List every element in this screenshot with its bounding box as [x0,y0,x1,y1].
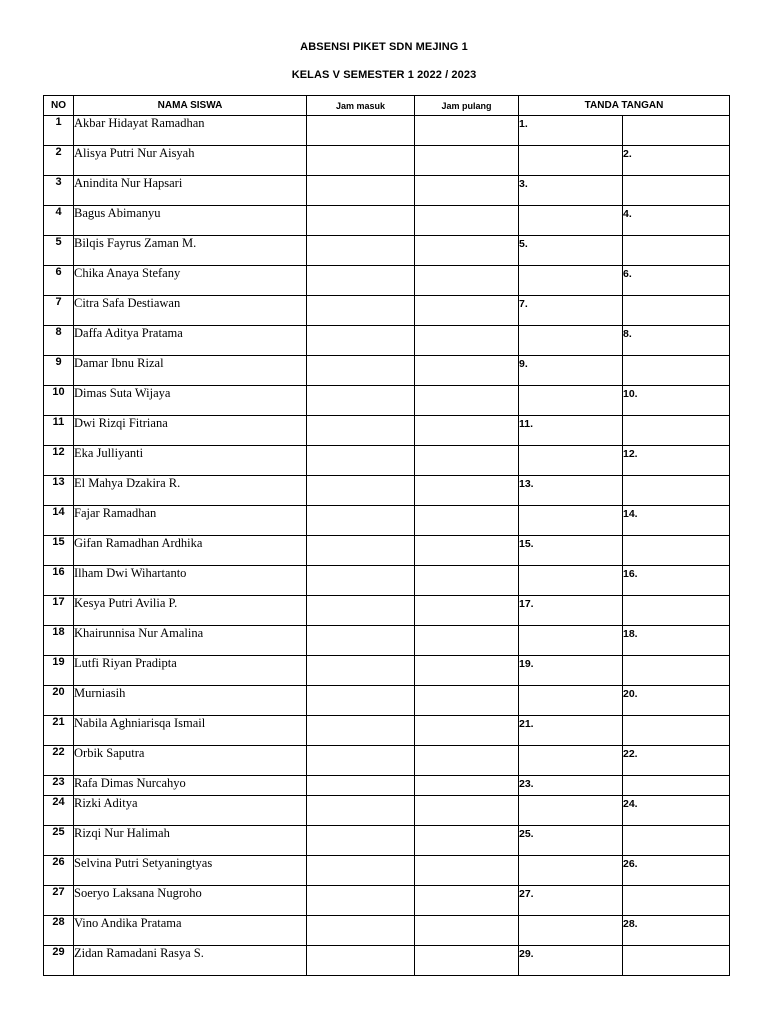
header-signature: TANDA TANGAN [519,96,730,116]
time-out-cell[interactable] [415,446,519,476]
student-name: Orbik Saputra [74,746,307,776]
signature-number: 25. [519,828,534,840]
time-out-cell[interactable] [415,296,519,326]
signature-number: 20. [623,688,638,700]
signature-left-cell[interactable] [519,176,623,206]
signature-right-cell[interactable] [623,826,730,856]
student-name: Soeryo Laksana Nugroho [74,886,307,916]
signature-number: 3. [519,178,528,190]
signature-left-cell[interactable] [519,116,623,146]
time-in-cell[interactable] [307,446,415,476]
student-name: El Mahya Dzakira R. [74,476,307,506]
table-row [44,446,730,476]
row-number: 26 [44,856,74,886]
time-in-cell[interactable] [307,416,415,446]
time-in-cell[interactable] [307,566,415,596]
attendance-table [43,95,730,976]
table-row [44,886,730,916]
row-number: 10 [44,386,74,416]
document-title: ABSENSI PIKET SDN MEJING 1 [300,41,468,53]
time-in-cell[interactable] [307,146,415,176]
signature-right-cell[interactable] [623,886,730,916]
table-row [44,536,730,566]
time-in-cell[interactable] [307,536,415,566]
student-name: Khairunnisa Nur Amalina [74,626,307,656]
signature-number: 16. [623,568,638,580]
signature-right-cell[interactable] [623,176,730,206]
signature-right-cell[interactable] [623,206,730,236]
time-in-cell[interactable] [307,206,415,236]
time-out-cell[interactable] [415,796,519,826]
signature-left-cell[interactable] [519,146,623,176]
signature-number: 6. [623,268,632,280]
row-number: 11 [44,416,74,446]
table-row [44,856,730,886]
time-out-cell[interactable] [415,176,519,206]
row-number: 29 [44,946,74,976]
signature-right-cell[interactable] [623,356,730,386]
student-name: Rafa Dimas Nurcahyo [74,776,307,796]
student-name: Daffa Aditya Pratama [74,326,307,356]
signature-number: 8. [623,328,632,340]
row-number: 4 [44,206,74,236]
time-out-cell[interactable] [415,206,519,236]
signature-right-cell[interactable] [623,916,730,946]
signature-left-cell[interactable] [519,326,623,356]
table-header-row [44,96,730,116]
row-number: 21 [44,716,74,746]
student-name: Anindita Nur Hapsari [74,176,307,206]
table-row [44,236,730,266]
signature-left-cell[interactable] [519,856,623,886]
student-name: Bilqis Fayrus Zaman M. [74,236,307,266]
table-row [44,826,730,856]
signature-left-cell[interactable] [519,206,623,236]
row-number: 5 [44,236,74,266]
signature-left-cell[interactable] [519,596,623,626]
student-name: Akbar Hidayat Ramadhan [74,116,307,146]
table-row [44,326,730,356]
student-name: Rizki Aditya [74,796,307,826]
signature-right-cell[interactable] [623,796,730,826]
table-row [44,296,730,326]
signature-left-cell[interactable] [519,716,623,746]
time-out-cell[interactable] [415,686,519,716]
signature-left-cell[interactable] [519,916,623,946]
signature-right-cell[interactable] [623,266,730,296]
signature-left-cell[interactable] [519,776,623,796]
time-out-cell[interactable] [415,356,519,386]
table-row [44,116,730,146]
signature-right-cell[interactable] [623,656,730,686]
signature-left-cell[interactable] [519,826,623,856]
time-in-cell[interactable] [307,626,415,656]
signature-right-cell[interactable] [623,146,730,176]
row-number: 27 [44,886,74,916]
student-name: Citra Safa Destiawan [74,296,307,326]
table-row [44,506,730,536]
row-number: 7 [44,296,74,326]
signature-number: 26. [623,858,638,870]
signature-number: 10. [623,388,638,400]
signature-left-cell[interactable] [519,386,623,416]
table-row [44,416,730,446]
student-name: Damar Ibnu Rizal [74,356,307,386]
signature-number: 24. [623,798,638,810]
row-number: 3 [44,176,74,206]
signature-right-cell[interactable] [623,566,730,596]
time-out-cell[interactable] [415,536,519,566]
student-name: Ilham Dwi Wihartanto [74,566,307,596]
signature-number: 17. [519,598,534,610]
signature-left-cell[interactable] [519,746,623,776]
signature-left-cell[interactable] [519,446,623,476]
signature-left-cell[interactable] [519,656,623,686]
signature-right-cell[interactable] [623,326,730,356]
student-name: Alisya Putri Nur Aisyah [74,146,307,176]
signature-number: 29. [519,948,534,960]
signature-right-cell[interactable] [623,626,730,656]
table-row [44,476,730,506]
signature-number: 19. [519,658,534,670]
time-out-cell[interactable] [415,596,519,626]
signature-number: 15. [519,538,534,550]
table-row [44,206,730,236]
row-number: 2 [44,146,74,176]
signature-number: 12. [623,448,638,460]
time-in-cell[interactable] [307,686,415,716]
row-number: 15 [44,536,74,566]
signature-left-cell[interactable] [519,416,623,446]
time-in-cell[interactable] [307,386,415,416]
signature-right-cell[interactable] [623,296,730,326]
table-row [44,916,730,946]
time-out-cell[interactable] [415,266,519,296]
signature-right-cell[interactable] [623,536,730,566]
signature-right-cell[interactable] [623,236,730,266]
time-in-cell[interactable] [307,356,415,386]
signature-left-cell[interactable] [519,886,623,916]
student-name: Murniasih [74,686,307,716]
student-name: Nabila Aghniarisqa Ismail [74,716,307,746]
row-number: 8 [44,326,74,356]
signature-number: 14. [623,508,638,520]
student-name: Selvina Putri Setyaningtyas [74,856,307,886]
time-in-cell[interactable] [307,776,415,796]
time-in-cell[interactable] [307,826,415,856]
table-row [44,796,730,826]
student-name: Lutfi Riyan Pradipta [74,656,307,686]
time-out-cell[interactable] [415,416,519,446]
signature-left-cell[interactable] [519,506,623,536]
time-out-cell[interactable] [415,476,519,506]
time-out-cell[interactable] [415,236,519,266]
student-name: Vino Andika Pratama [74,916,307,946]
student-name: Dimas Suta Wijaya [74,386,307,416]
time-out-cell[interactable] [415,386,519,416]
time-out-cell[interactable] [415,856,519,886]
time-in-cell[interactable] [307,176,415,206]
signature-left-cell[interactable] [519,686,623,716]
time-out-cell[interactable] [415,656,519,686]
signature-left-cell[interactable] [519,796,623,826]
row-number: 18 [44,626,74,656]
time-in-cell[interactable] [307,326,415,356]
row-number: 22 [44,746,74,776]
signature-number: 18. [623,628,638,640]
student-name: Zidan Ramadani Rasya S. [74,946,307,976]
student-name: Gifan Ramadhan Ardhika [74,536,307,566]
time-out-cell[interactable] [415,776,519,796]
table-row [44,176,730,206]
header-name: NAMA SISWA [74,96,307,116]
time-out-cell[interactable] [415,116,519,146]
signature-right-cell[interactable] [623,776,730,796]
table-row [44,626,730,656]
header-time-in: Jam masuk [307,96,415,116]
time-in-cell[interactable] [307,266,415,296]
header-no: NO [44,96,74,116]
time-in-cell[interactable] [307,946,415,976]
signature-right-cell[interactable] [623,116,730,146]
signature-number: 4. [623,208,632,220]
row-number: 9 [44,356,74,386]
student-name: Eka Julliyanti [74,446,307,476]
row-number: 16 [44,566,74,596]
signature-number: 21. [519,718,534,730]
signature-number: 1. [519,118,528,130]
signature-left-cell[interactable] [519,566,623,596]
time-in-cell[interactable] [307,716,415,746]
time-in-cell[interactable] [307,656,415,686]
row-number: 28 [44,916,74,946]
student-name: Chika Anaya Stefany [74,266,307,296]
time-out-cell[interactable] [415,146,519,176]
time-in-cell[interactable] [307,596,415,626]
row-number: 23 [44,776,74,796]
time-in-cell[interactable] [307,746,415,776]
time-in-cell[interactable] [307,856,415,886]
time-in-cell[interactable] [307,796,415,826]
student-name: Bagus Abimanyu [74,206,307,236]
time-in-cell[interactable] [307,506,415,536]
signature-right-cell[interactable] [623,446,730,476]
row-number: 13 [44,476,74,506]
row-number: 25 [44,826,74,856]
signature-right-cell[interactable] [623,856,730,886]
signature-number: 7. [519,298,528,310]
time-out-cell[interactable] [415,746,519,776]
signature-right-cell[interactable] [623,386,730,416]
student-name: Fajar Ramadhan [74,506,307,536]
signature-left-cell[interactable] [519,626,623,656]
time-out-cell[interactable] [415,886,519,916]
signature-number: 23. [519,778,534,790]
table-row [44,146,730,176]
signature-number: 11. [519,418,534,430]
time-out-cell[interactable] [415,946,519,976]
time-out-cell[interactable] [415,626,519,656]
signature-number: 2. [623,148,632,160]
signature-number: 22. [623,748,638,760]
signature-number: 9. [519,358,528,370]
signature-left-cell[interactable] [519,536,623,566]
signature-left-cell[interactable] [519,356,623,386]
time-out-cell[interactable] [415,326,519,356]
signature-right-cell[interactable] [623,596,730,626]
time-out-cell[interactable] [415,716,519,746]
table-row [44,596,730,626]
signature-right-cell[interactable] [623,506,730,536]
header-time-out: Jam pulang [415,96,519,116]
table-row [44,266,730,296]
time-out-cell[interactable] [415,506,519,536]
signature-left-cell[interactable] [519,946,623,976]
student-name: Dwi Rizqi Fitriana [74,416,307,446]
table-row [44,746,730,776]
signature-right-cell[interactable] [623,476,730,506]
signature-left-cell[interactable] [519,296,623,326]
time-out-cell[interactable] [415,566,519,596]
row-number: 12 [44,446,74,476]
row-number: 24 [44,796,74,826]
row-number: 1 [44,116,74,146]
table-row [44,716,730,746]
table-body [44,116,730,976]
time-in-cell[interactable] [307,116,415,146]
row-number: 14 [44,506,74,536]
signature-right-cell[interactable] [623,946,730,976]
signature-left-cell[interactable] [519,236,623,266]
time-in-cell[interactable] [307,886,415,916]
document-subtitle: KELAS V SEMESTER 1 2022 / 2023 [291,69,477,81]
table-row [44,566,730,596]
row-number: 6 [44,266,74,296]
signature-left-cell[interactable] [519,476,623,506]
signature-number: 28. [623,918,638,930]
signature-number: 5. [519,238,528,250]
table-row [44,946,730,976]
signature-right-cell[interactable] [623,716,730,746]
table-row [44,686,730,716]
table-row [44,386,730,416]
table-row [44,656,730,686]
signature-right-cell[interactable] [623,746,730,776]
student-name: Rizqi Nur Halimah [74,826,307,856]
time-in-cell[interactable] [307,296,415,326]
row-number: 19 [44,656,74,686]
time-out-cell[interactable] [415,916,519,946]
table-row [44,356,730,386]
row-number: 20 [44,686,74,716]
signature-number: 13. [519,478,534,490]
table-row [44,776,730,796]
signature-left-cell[interactable] [519,266,623,296]
time-in-cell[interactable] [307,916,415,946]
signature-right-cell[interactable] [623,416,730,446]
time-out-cell[interactable] [415,826,519,856]
signature-number: 27. [519,888,534,900]
signature-right-cell[interactable] [623,686,730,716]
row-number: 17 [44,596,74,626]
time-in-cell[interactable] [307,476,415,506]
time-in-cell[interactable] [307,236,415,266]
student-name: Kesya Putri Avilia P. [74,596,307,626]
